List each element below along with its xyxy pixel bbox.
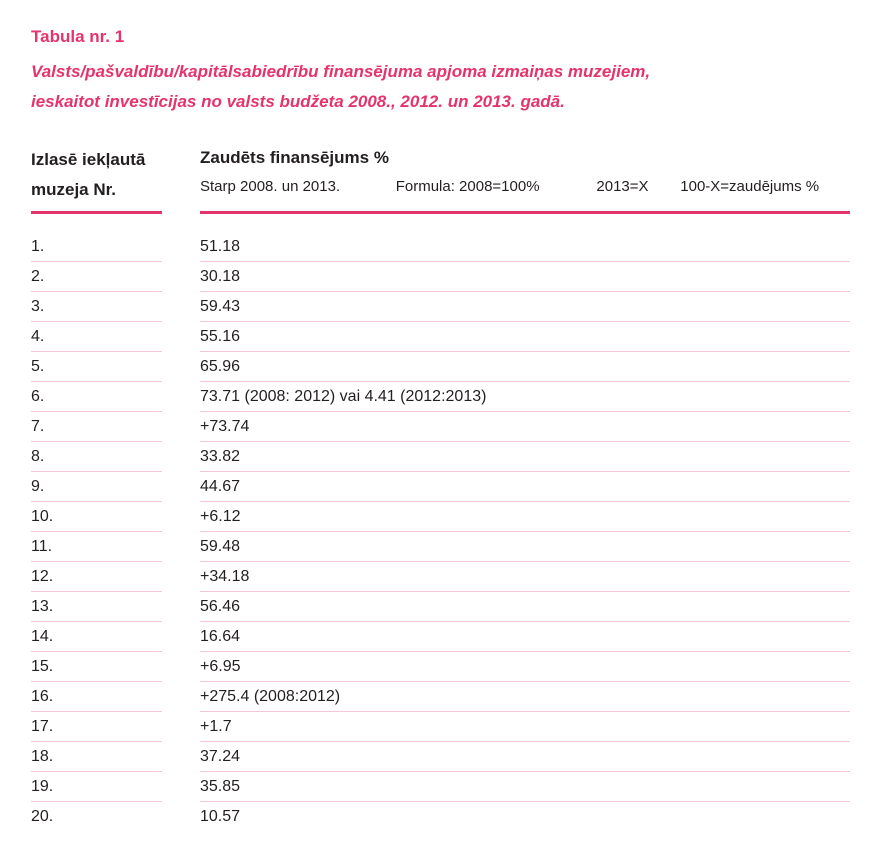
row-museum-number: 13. [31,598,54,615]
subheader-loss: 100-X=zaudējums % [680,178,820,195]
table-row [0,382,870,412]
table-row [0,412,870,442]
column-header-museum-number [31,145,162,205]
table-row [0,772,870,802]
row-lost-funding-value: 56.46 [200,598,241,615]
row-museum-number: 14. [31,628,54,645]
row-lost-funding-value: +1.7 [200,718,232,735]
row-museum-number: 3. [31,298,45,315]
row-museum-number: 1. [31,238,45,255]
table-row [0,742,870,772]
row-museum-number: 12. [31,568,54,585]
row-lost-funding-value: +73.74 [200,418,250,435]
column-subheader-formula [200,173,850,201]
table-caption-line-1: Valsts/pašvaldību/kapitālsabiedrību finansējuma apjoma izmaiņas muzejiem, [31,62,651,81]
table-row [0,322,870,352]
row-museum-number: 19. [31,778,54,795]
table-row [0,292,870,322]
table-row [0,682,870,712]
table-caption [31,57,851,117]
row-museum-number: 8. [31,448,45,465]
row-lost-funding-value: 30.18 [200,268,241,285]
column-header-museum-number-line-1: Izlasē iekļautā [31,150,146,169]
table-row [0,352,870,382]
row-lost-funding-value: 35.85 [200,778,241,795]
row-lost-funding-value: 65.96 [200,358,241,375]
column-header-museum-number-line-2: muzeja Nr. [31,180,117,199]
subheader-period: Starp 2008. un 2013. [200,178,341,195]
subheader-2013-x: 2013=X [596,178,649,195]
table-row [0,472,870,502]
table-row [0,592,870,622]
header-rule-right [200,211,850,214]
table-row [0,442,870,472]
table-row [0,652,870,682]
row-lost-funding-value: +275.4 (2008:2012) [200,688,341,705]
row-lost-funding-value: 51.18 [200,238,241,255]
row-museum-number: 2. [31,268,45,285]
row-museum-number: 11. [31,538,53,555]
table-row [0,562,870,592]
row-lost-funding-value: +6.95 [200,658,241,675]
table-row [0,502,870,532]
header-rule-left [31,211,162,214]
table-body [0,232,870,832]
table-caption-line-2: ieskaitot investīcijas no valsts budžeta 2008., 2012. un 2013. gadā. [31,92,565,111]
table-row [0,232,870,262]
row-museum-number: 10. [31,508,54,525]
table-row [0,262,870,292]
table-row [0,532,870,562]
column-header-lost-funding: Zaudēts finansējums % [200,148,389,167]
row-museum-number: 4. [31,328,45,345]
table-label: Tabula nr. 1 [31,27,125,46]
row-museum-number: 16. [31,688,54,705]
row-lost-funding-value: 55.16 [200,328,241,345]
row-museum-number: 20. [31,808,54,825]
table-row [0,712,870,742]
table-row [0,802,870,832]
row-lost-funding-value: 59.43 [200,298,241,315]
row-museum-number: 9. [31,478,45,495]
row-lost-funding-value: 73.71 (2008: 2012) vai 4.41 (2012:2013) [200,388,487,405]
row-museum-number: 6. [31,388,45,405]
row-museum-number: 5. [31,358,45,375]
row-lost-funding-value: 10.57 [200,808,241,825]
row-lost-funding-value: 44.67 [200,478,241,495]
row-museum-number: 7. [31,418,45,435]
row-lost-funding-value: +6.12 [200,508,241,525]
row-museum-number: 17. [31,718,54,735]
row-lost-funding-value: 16.64 [200,628,241,645]
row-museum-number: 18. [31,748,54,765]
row-lost-funding-value: +34.18 [200,568,250,585]
row-museum-number: 15. [31,658,54,675]
table-row [0,622,870,652]
row-lost-funding-value: 37.24 [200,748,241,765]
row-lost-funding-value: 33.82 [200,448,241,465]
subheader-formula: Formula: 2008=100% [395,178,540,195]
row-lost-funding-value: 59.48 [200,538,241,555]
